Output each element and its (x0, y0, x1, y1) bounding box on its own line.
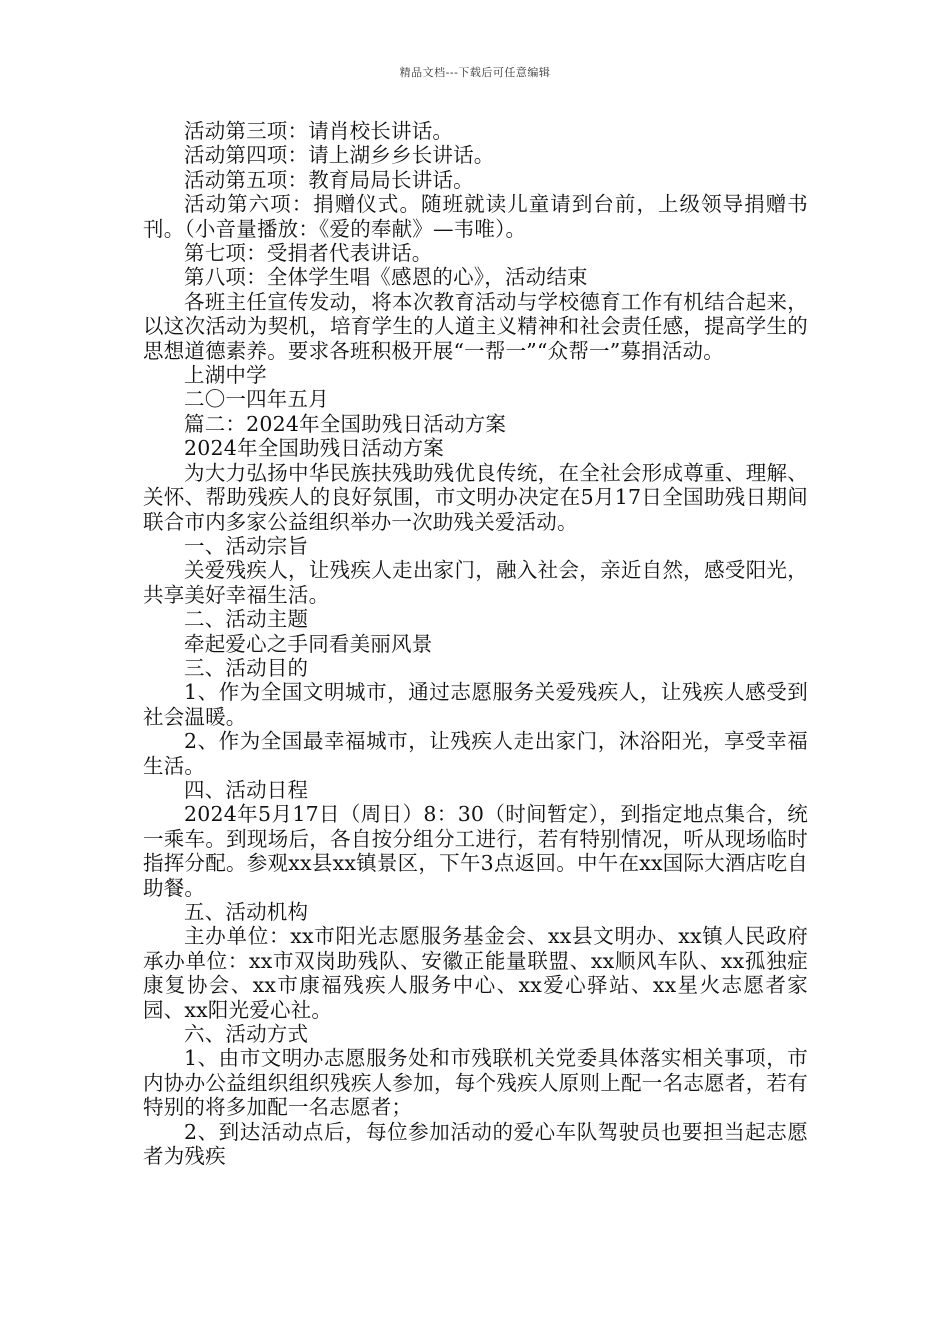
heading-purpose: 一、活动宗旨 (184, 533, 309, 558)
paragraph-activity-5: 活动第五项：教育局局长讲话。 (184, 167, 474, 192)
paragraph-theme: 牵起爱心之手同看美丽风景 (184, 631, 433, 656)
signature-school: 上湖中学 (184, 363, 267, 388)
paragraph-method-1: 1、由市文明办志愿服务处和市残联机关党委具体落实相关事项，市内协办公益组织组织残疾人参加，每个残疾人原则上配一名志愿者，若有特别的将多加配一名志愿者； (143, 1046, 808, 1120)
section-heading-part-2: 篇二：2024年全国助残日活动方案 (184, 411, 507, 436)
document-body (143, 119, 808, 1168)
paragraph-purpose: 关爱残疾人，让残疾人走出家门，融入社会，亲近自然，感受阳光，共享美好幸福生活。 (143, 558, 808, 607)
heading-goals: 三、活动目的 (184, 655, 309, 680)
signature-date: 二〇一四年五月 (184, 387, 329, 412)
paragraph-activity-3: 活动第三项：请肖校长讲话。 (184, 119, 454, 143)
paragraph-item-8: 第八项：全体学生唱《感恩的心》，活动结束 (184, 265, 588, 290)
document-title: 2024年全国助残日活动方案 (184, 436, 444, 461)
heading-theme: 二、活动主题 (184, 607, 309, 632)
paragraph-activity-6: 活动第六项：捐赠仪式。随班就读儿童请到台前，上级领导捐赠书刊。（小音量播放：《爱的奉献》—韦唯）。 (143, 192, 808, 241)
paragraph-item-7: 第七项：受捐者代表讲话。 (184, 241, 433, 266)
paragraph-schedule: 2024年5月17日（周日）8：30（时间暂定），到指定地点集合，统一乘车。到现场后，各自按分组分工进行，若有特别情况，听从现场临时指挥分配。参观xx县xx镇景区，下午3点返回。中午在xx国际大酒店吃自助餐。 (143, 802, 808, 900)
paragraph-teacher-mobilization: 各班主任宣传发动，将本次教育活动与学校德育工作有机结合起来，以这次活动为契机，培育学生的人道主义精神和社会责任感，提高学生的思想道德素养。要求各班积极开展“一帮一”“众帮一”募捐活动。 (143, 289, 808, 363)
paragraph-goal-2: 2、作为全国最幸福城市，让残疾人走出家门，沐浴阳光，享受幸福生活。 (143, 729, 808, 778)
page-header: 精品文档---下载后可任意编辑 (399, 66, 551, 79)
paragraph-activity-4: 活动第四项：请上湖乡乡长讲话。 (184, 143, 495, 168)
heading-organizers: 五、活动机构 (184, 900, 309, 924)
paragraph-organizers: 主办单位：xx市阳光志愿服务基金会、xx县文明办、xx镇人民政府承办单位：xx市双岗助残队、安徽正能量联盟、xx顺风车队、xx孤独症康复协会、xx市康福残疾人服务中心、xx爱心驿站、xx星火志愿者家园、xx阳光爱心社。 (143, 924, 808, 1022)
paragraph-goal-1: 1、作为全国文明城市，通过志愿服务关爱残疾人，让残疾人感受到社会温暖。 (143, 680, 808, 729)
heading-schedule: 四、活动日程 (184, 777, 309, 802)
paragraph-method-2: 2、到达活动点后，每位参加活动的爱心车队驾驶员也要担当起志愿者为残疾 (143, 1119, 808, 1169)
heading-method: 六、活动方式 (184, 1022, 309, 1047)
paragraph-introduction: 为大力弘扬中华民族扶残助残优良传统，在全社会形成尊重、理解、关怀、帮助残疾人的良好氛围，市文明办决定在5月17日全国助残日期间联合市内多家公益组织举办一次助残关爱活动。 (143, 460, 808, 534)
